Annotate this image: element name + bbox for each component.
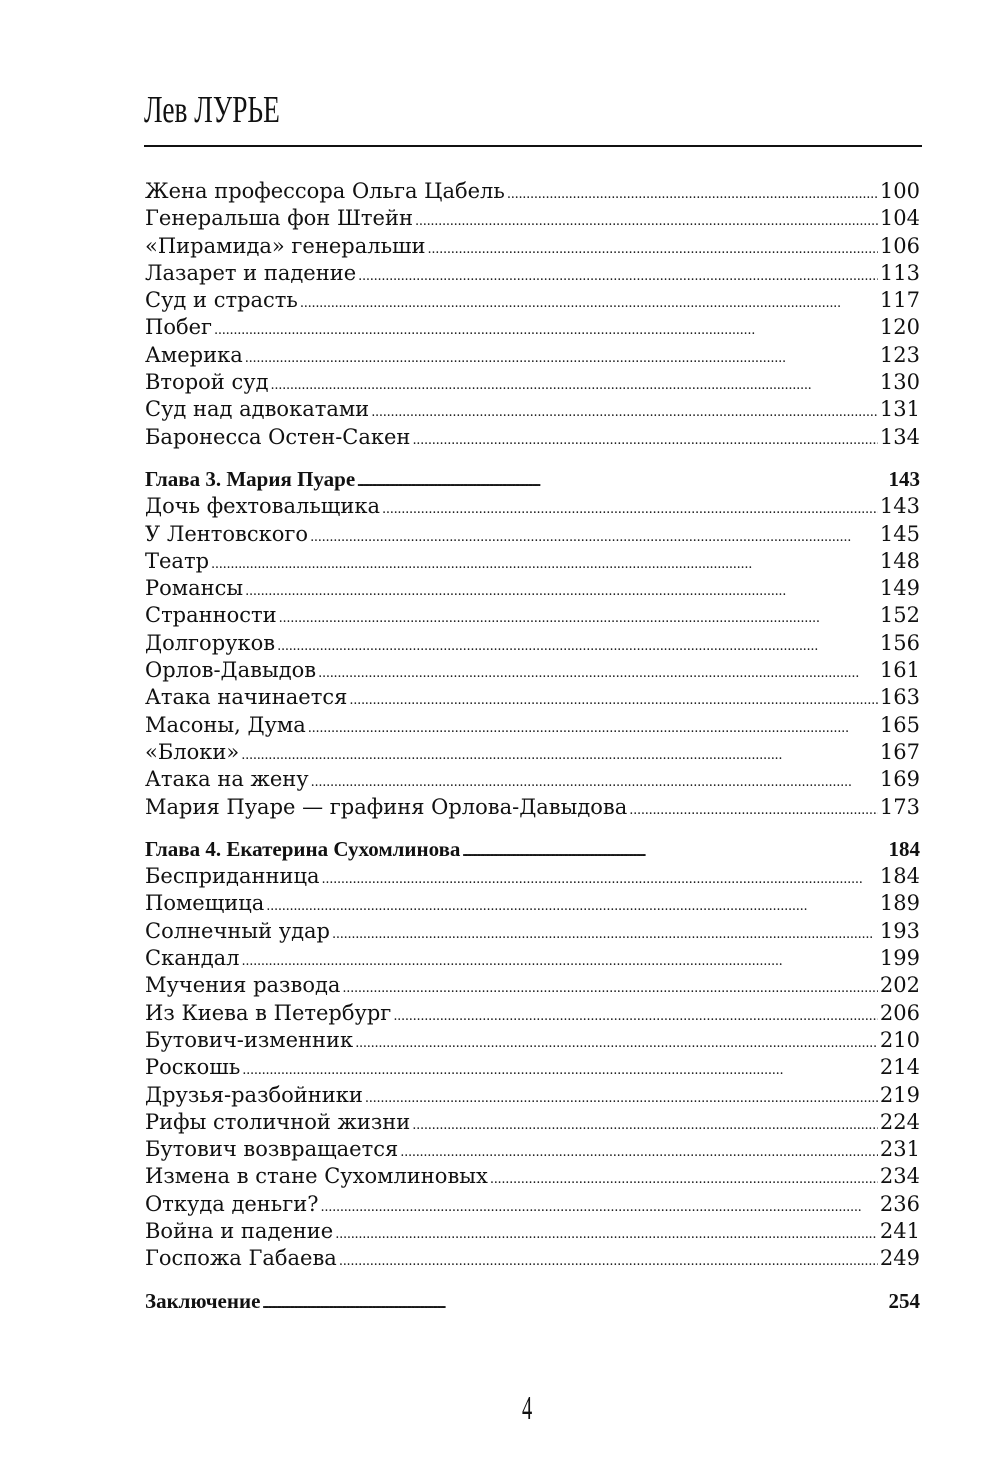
toc-entry-title: Друзья-разбойники: [145, 1082, 363, 1107]
dot-leader: [462, 838, 886, 865]
toc-entry: [145, 918, 920, 945]
toc-entry: [145, 630, 920, 657]
toc-entry-page: 117: [879, 288, 920, 313]
toc-entry-title: Суд и страсть: [145, 288, 298, 313]
dot-leader: [245, 578, 878, 605]
toc-entry-title: Рифы столичной жизни: [145, 1109, 411, 1134]
toc-entry-title: Второй суд: [145, 370, 269, 395]
dot-leader: [428, 236, 878, 263]
page-number: 4: [522, 1390, 533, 1427]
toc-entry-title: Война и падение: [145, 1218, 334, 1243]
dot-leader: [262, 1290, 886, 1317]
toc-entry-page: 104: [879, 206, 920, 231]
dot-leader: [279, 605, 878, 632]
toc-entry-title: Бутович возвращается: [145, 1137, 399, 1162]
toc-entry: [145, 548, 920, 575]
toc-entry: [145, 1109, 920, 1136]
toc-entry-page: 206: [879, 1000, 920, 1025]
toc-entry-title: Лазарет и падение: [145, 260, 357, 285]
dot-leader: [242, 948, 878, 975]
toc-entry: [145, 1054, 920, 1081]
toc-entry: [145, 233, 920, 260]
toc-entry-page: 214: [879, 1055, 920, 1080]
toc-entry: [145, 1082, 920, 1109]
toc-entry-page: 161: [879, 658, 920, 683]
toc-entry: [145, 1000, 920, 1027]
toc-entry-title: Из Киева в Петербург: [145, 1000, 392, 1025]
toc-entry-title: «Блоки»: [145, 739, 240, 764]
dot-leader: [393, 1003, 878, 1030]
toc-entry: [145, 396, 920, 423]
dot-leader: [214, 317, 878, 344]
toc-entry-page: 130: [879, 370, 920, 395]
dot-leader: [335, 1221, 878, 1248]
toc-entry: [145, 205, 920, 232]
toc-entry-title: Долгоруков: [145, 630, 276, 655]
toc-entry-title: Театр: [145, 548, 210, 573]
toc-entry: [145, 342, 920, 369]
dot-leader: [412, 427, 877, 454]
table-of-contents: [145, 178, 920, 1315]
toc-entry-title: У Лентовского: [145, 521, 309, 546]
toc-entry: [145, 369, 920, 396]
dot-leader: [245, 345, 878, 372]
dot-leader: [490, 1166, 878, 1193]
dot-leader: [349, 687, 878, 714]
toc-entry-title: Баронесса Остен-Сакен: [145, 424, 411, 449]
dot-leader: [339, 1248, 878, 1275]
toc-entry-page: 143: [879, 494, 920, 519]
toc-entry-page: 152: [879, 603, 920, 628]
dot-leader: [308, 715, 878, 742]
toc-entry-title: Мучения развода: [145, 973, 341, 998]
toc-entry-title: Побег: [145, 315, 213, 340]
toc-entry-page: 156: [879, 630, 920, 655]
toc-entry-page: 234: [879, 1164, 920, 1189]
toc-entry-page: 236: [879, 1191, 920, 1216]
toc-entry: [145, 1191, 920, 1218]
toc-entry-page: 165: [879, 712, 920, 737]
dot-leader: [211, 551, 878, 578]
toc-entry: [145, 260, 920, 287]
toc-entry-title: Госпожа Габаева: [145, 1246, 337, 1271]
dot-leader: [321, 1194, 878, 1221]
toc-entry-title: Откуда деньги?: [145, 1191, 319, 1216]
toc-entry-page: 134: [879, 424, 920, 449]
toc-entry-title: Генеральша фон Штейн: [145, 206, 413, 231]
dot-leader: [266, 893, 878, 920]
toc-entry-title: Помещица: [145, 891, 265, 916]
toc-entry-title: Атака начинается: [145, 685, 348, 710]
toc-entry-page: 241: [879, 1218, 920, 1243]
dot-leader: [371, 399, 878, 426]
toc-entry-page: 163: [879, 685, 920, 710]
toc-group-chapter-4: [145, 863, 920, 1272]
toc-entry-page: 224: [879, 1109, 920, 1134]
toc-entry: [145, 890, 920, 917]
toc-entry-title: Солнечный удар: [145, 918, 330, 943]
toc-entry-title: Скандал: [145, 946, 240, 971]
toc-group-chapter-2: [145, 178, 920, 451]
dot-leader: [355, 1030, 878, 1057]
toc-entry-page: 202: [879, 973, 920, 998]
dot-leader: [300, 290, 878, 317]
toc-chapter-page: 143: [888, 466, 920, 491]
dot-leader: [277, 633, 878, 660]
dot-leader: [415, 208, 878, 235]
toc-group-chapter-3: [145, 493, 920, 821]
toc-entry: [145, 1163, 920, 1190]
toc-entry-page: 100: [879, 179, 920, 203]
toc-entry-title: Суд над адвокатами: [145, 397, 370, 422]
toc-entry: [145, 684, 920, 711]
toc-entry: [145, 314, 920, 341]
dot-leader: [271, 372, 878, 399]
toc-entry: [145, 575, 920, 602]
toc-chapter-title: Глава 3. Мария Пуаре: [145, 466, 356, 491]
toc-entry-title: Романсы: [145, 576, 244, 601]
toc-chapter-title: Заключение: [145, 1288, 261, 1313]
dot-leader: [242, 1057, 878, 1084]
toc-entry-page: 120: [879, 315, 920, 340]
toc-entry: [145, 287, 920, 314]
toc-entry: [145, 521, 920, 548]
toc-entry-page: 169: [879, 767, 920, 792]
toc-conclusion: [145, 1288, 920, 1315]
toc-entry-page: 231: [879, 1137, 920, 1162]
toc-entry: [145, 424, 920, 451]
toc-entry-title: Измена в стане Сухомлиновых: [145, 1164, 488, 1189]
toc-entry-page: 184: [879, 864, 920, 889]
toc-entry-title: Бутович-изменник: [145, 1027, 354, 1052]
dot-leader: [332, 921, 878, 948]
toc-entry-title: Америка: [145, 342, 243, 367]
dot-leader: [310, 524, 878, 551]
toc-entry-page: 149: [879, 576, 920, 601]
toc-entry-title: «Пирамида» генеральши: [145, 233, 426, 258]
toc-entry-page: 189: [879, 891, 920, 916]
dot-leader: [322, 866, 878, 893]
toc-entry-page: 106: [879, 233, 920, 258]
toc-entry-page: 131: [879, 397, 920, 422]
dot-leader: [311, 769, 878, 796]
toc-entry: [145, 178, 920, 205]
header-rule: [144, 145, 922, 147]
toc-entry: [145, 712, 920, 739]
toc-entry-page: 199: [879, 946, 920, 971]
dot-leader: [412, 1112, 878, 1139]
toc-entry: [145, 1027, 920, 1054]
toc-entry: [145, 972, 920, 999]
toc-entry: [145, 602, 920, 629]
toc-entry: [145, 739, 920, 766]
toc-entry: [145, 1136, 920, 1163]
toc-entry-page: 113: [879, 260, 920, 285]
toc-entry-page: 123: [879, 342, 920, 367]
dot-leader: [357, 468, 886, 495]
toc-entry-page: 173: [879, 794, 920, 819]
toc-entry-title: Роскошь: [145, 1055, 241, 1080]
toc-entry-title: Дочь фехтовальщика: [145, 494, 380, 519]
toc-entry-title: Странности: [145, 603, 277, 628]
toc-entry: [145, 794, 920, 821]
toc-chapter-page: 184: [888, 836, 920, 861]
toc-chapter-page: 254: [888, 1288, 920, 1313]
toc-entry-page: 193: [879, 918, 920, 943]
toc-entry-page: 219: [879, 1082, 920, 1107]
running-header: Лев ЛУРЬЕ: [144, 89, 280, 131]
dot-leader: [382, 496, 878, 523]
toc-entry: [145, 766, 920, 793]
toc-chapter-4: [145, 836, 920, 863]
dot-leader: [318, 660, 878, 687]
dot-leader: [507, 181, 878, 208]
toc-entry-title: Масоны, Дума: [145, 712, 306, 737]
toc-entry-page: 167: [879, 739, 920, 764]
toc-entry-page: 145: [879, 521, 920, 546]
toc-entry: [145, 1245, 920, 1272]
toc-entry-page: 210: [879, 1027, 920, 1052]
toc-chapter-title: Глава 4. Екатерина Сухомлинова: [145, 836, 461, 861]
toc-entry-title: Бесприданница: [145, 864, 320, 889]
dot-leader: [400, 1139, 878, 1166]
dot-leader: [365, 1085, 878, 1112]
dot-leader: [629, 797, 878, 824]
dot-leader: [342, 975, 877, 1002]
toc-entry-page: 148: [879, 548, 920, 573]
toc-entry: [145, 863, 920, 890]
toc-entry-title: Мария Пуаре — графиня Орлова-Давыдова: [145, 794, 628, 819]
toc-entry: [145, 1218, 920, 1245]
toc-entry-title: Жена профессора Ольга Цабель: [145, 179, 505, 203]
toc-entry: [145, 945, 920, 972]
toc-chapter-3: [145, 466, 920, 493]
toc-entry-title: Орлов-Давыдов: [145, 658, 317, 683]
toc-entry: [145, 493, 920, 520]
toc-entry-title: Атака на жену: [145, 767, 309, 792]
toc-entry-page: 249: [879, 1246, 920, 1271]
toc-entry: [145, 657, 920, 684]
dot-leader: [241, 742, 878, 769]
dot-leader: [358, 263, 878, 290]
